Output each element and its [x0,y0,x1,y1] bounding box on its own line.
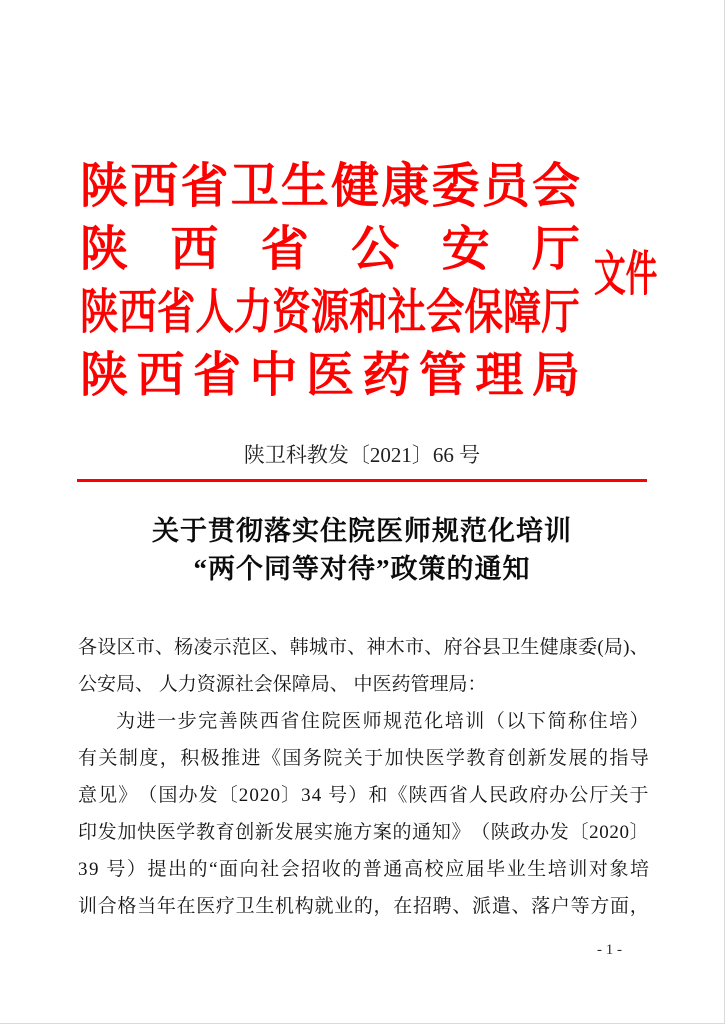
page-number: - 1 - [597,942,622,958]
agency-line-3: 陕西省人力资源和社会保障厅 [80,286,580,339]
document-title [0,512,724,588]
red-divider [77,479,647,482]
document-body [78,629,649,925]
body-line-8: 训 合 格 当 年 在 医 疗 卫 生 机 构 就 业 的 ， 在 招 聘 、 派 遣 、 落 户 等 方 面 ， [78,896,649,917]
body-line-2: 公安局、 人力资源社会保障局、 中医药管理局： [78,674,487,695]
body-line-5: 意 见 》 （ 国 办 发 〔 2 0 2 0 〕 3 4 号 ） 和 《 陕 西 省 人 民 政 府 办 公 厅 关 于 [78,785,649,806]
title-line-1: 关于贯彻落实住院医师规范化培训 [152,516,572,546]
body-line-7: 3 9 号 ） 提 出 的 “ 面 向 社 会 招 收 的 普 通 高 校 应 届 毕 业 生 培 训 对 象 培 [78,859,649,880]
document-marker: 文件 [594,248,658,301]
title-line-2: “两个同等对待”政策的通知 [193,554,531,584]
letterhead [80,155,580,407]
body-line-4: 有 关 制 度 ， 积 极 推 进 《 国 务 院 关 于 加 快 医 学 教 育 创 新 发 展 的 指 导 [78,748,649,769]
body-line-3: 为 进 一 步 完 善 陕 西 省 住 院 医 师 规 范 化 培 训 （ 以 下 简 称 住 培 ） [116,711,649,732]
agency-line-1: 陕 西 省 卫 生 健 康 委 员 会 [80,160,580,213]
body-line-1: 各 设 区 市 、 杨 凌 示 范 区 、 韩 城 市 、 神 木 市 、 府 谷 县 卫 生 健 康 委 ( 局 ) 、 [78,637,649,658]
agency-line-2: 陕 西 省 公 安 厅 [80,223,580,276]
agency-line-4: 陕 西 省 中 医 药 管 理 局 [80,349,580,402]
body-line-6: 印 发 加 快 医 学 教 育 创 新 发 展 实 施 方 案 的 通 知 》 （ 陕 政 办 发 〔 2 0 2 0 〕 [78,822,649,843]
reference-number: 陕卫科教发〔2021〕66 号 [243,443,481,467]
